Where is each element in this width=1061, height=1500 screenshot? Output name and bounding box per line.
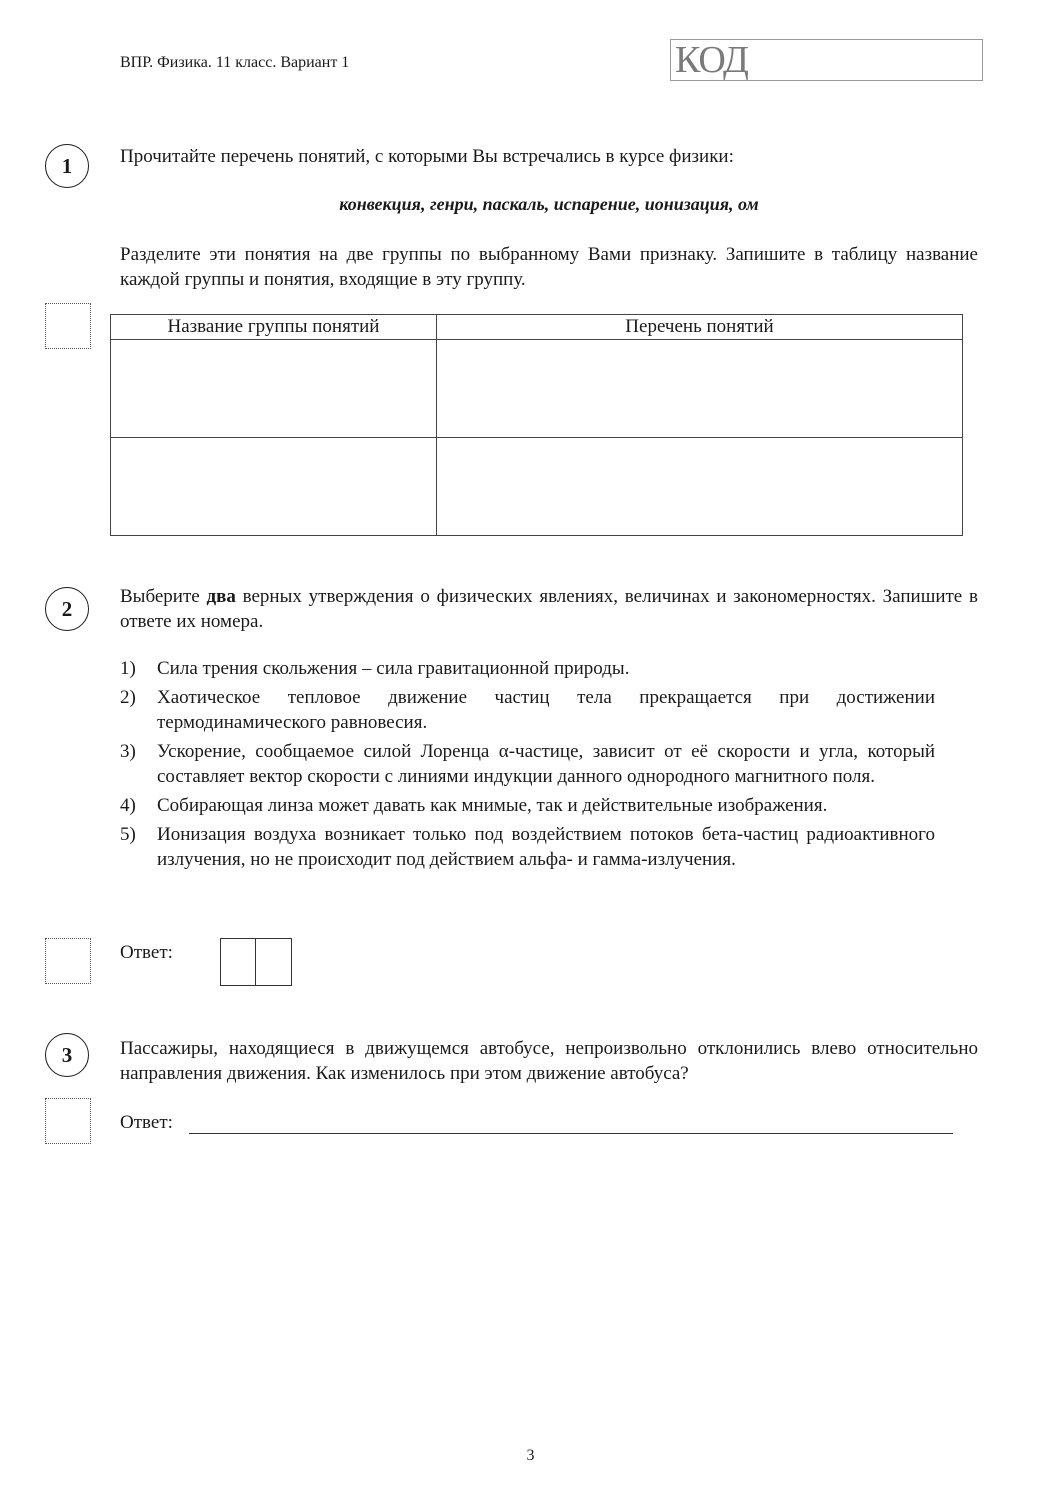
answer-cell-1[interactable] [220, 938, 256, 986]
table-header-group-name: Название группы понятий [111, 315, 437, 340]
task1-concepts: конвекция, генри, паскаль, испарение, ионизация, ом [339, 194, 759, 214]
task2-score-box[interactable] [45, 938, 91, 984]
group-name-cell[interactable] [111, 438, 437, 536]
task1-score-box[interactable] [45, 303, 91, 349]
task2-prompt-before: Выберите [120, 586, 207, 607]
task3-score-box[interactable] [45, 1098, 91, 1144]
task1-groups-table [110, 314, 963, 536]
list-item [120, 685, 935, 735]
task-number-2: 2 [45, 587, 89, 631]
statement-text: Сила трения скольжения – сила гравитационной природы. [157, 658, 630, 679]
code-label: КОД [675, 39, 748, 81]
task-number-3: 3 [45, 1033, 89, 1077]
statement-number: 4) [120, 795, 136, 816]
concept-list-cell[interactable] [437, 340, 963, 438]
group-name-cell[interactable] [111, 340, 437, 438]
task2-answer-cells [220, 938, 292, 986]
statement-number: 5) [120, 824, 136, 845]
task3-text: Пассажиры, находящиеся в движущемся автобусе, непроизвольно отклонились влево относительно направления движения. Как изменилось при этом движение автобуса? [120, 1038, 978, 1084]
statement-text: Ускорение, сообщаемое силой Лоренца α-частице, зависит от её скорости и угла, который составляет вектор скорости с линиями индукции данного однородного магнитного поля. [157, 741, 935, 787]
task2-prompt [120, 584, 978, 634]
concept-list-cell[interactable] [437, 438, 963, 536]
task2-answer-label: Ответ: [120, 942, 173, 963]
page-number: 3 [526, 1447, 535, 1464]
list-item [120, 739, 935, 789]
statement-text: Собирающая линза может давать как мнимые, так и действительные изображения. [157, 795, 828, 816]
task2-prompt-after: верных утверждения о физических явлениях, величинах и закономерностях. Запишите в ответе их номера. [120, 586, 978, 632]
task2-statement-list [120, 656, 935, 876]
statement-number: 2) [120, 687, 136, 708]
table-row [111, 340, 963, 438]
code-field[interactable] [670, 39, 983, 81]
task-number-1: 1 [45, 144, 89, 188]
statement-text: Ионизация воздуха возникает только под воздействием потоков бета-частиц радиоактивного излучения, но не происходит под действием альфа- и гамма-излучения. [157, 824, 935, 870]
statement-number: 3) [120, 741, 136, 762]
list-item [120, 822, 935, 872]
task1-instruction: Разделите эти понятия на две группы по выбранному Вами признаку. Запишите в таблицу название каждой группы и понятия, входящие в эту группу. [120, 244, 978, 290]
task3-answer-line[interactable] [189, 1133, 953, 1134]
task2-prompt-emphasis: два [206, 586, 236, 607]
list-item [120, 656, 935, 681]
answer-cell-2[interactable] [256, 938, 292, 986]
document-header-title: ВПР. Физика. 11 класс. Вариант 1 [120, 54, 350, 71]
task3-answer-label: Ответ: [120, 1112, 173, 1133]
statement-number: 1) [120, 658, 136, 679]
task1-intro: Прочитайте перечень понятий, с которыми Вы встречались в курсе физики: [120, 146, 734, 167]
list-item [120, 793, 935, 818]
statement-text: Хаотическое тепловое движение частиц тела прекращается при достижении термодинамического равновесия. [157, 687, 935, 733]
table-row [111, 438, 963, 536]
table-header-concept-list: Перечень понятий [437, 315, 963, 340]
